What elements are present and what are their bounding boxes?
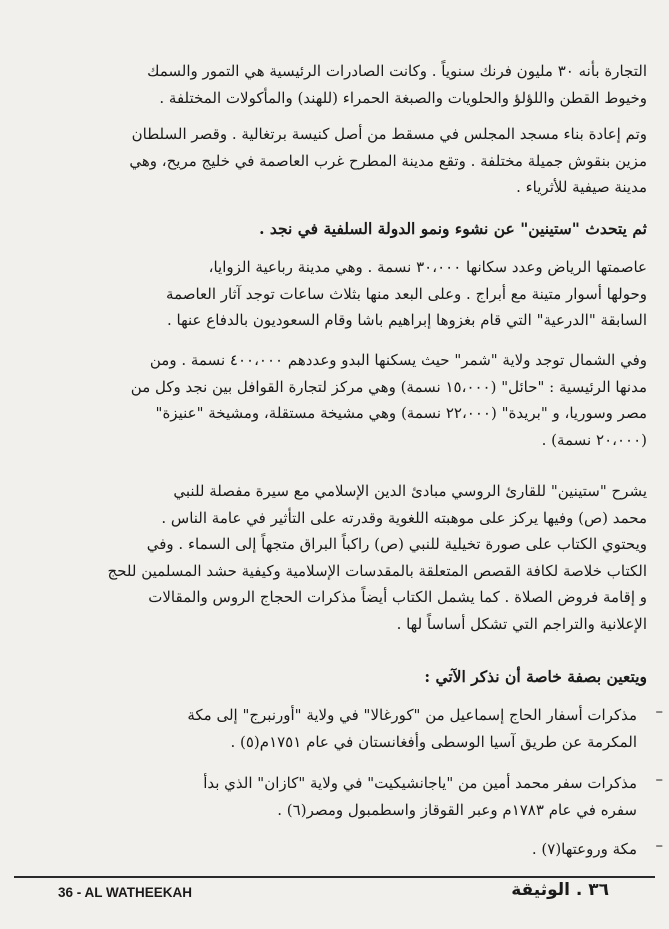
list-item: [47, 836, 663, 863]
list-item: [47, 770, 663, 823]
footer-page-label-latin: 36 - AL WATHEEKAH: [58, 885, 193, 900]
section-heading-najd: [27, 216, 647, 243]
paragraph-trade: [27, 58, 647, 111]
heading-text: ويتعين بصفة خاصة أن نذكر الآتي :: [424, 667, 647, 686]
paragraph-muscat: [27, 121, 647, 201]
paragraph-book-content: [27, 478, 647, 637]
list-dash: –: [655, 770, 663, 788]
text-line: مزين بنقوش جميلة مختلفة . وتقع مدينة المطرح غرب العاصمة في خليج مريح، وهي: [129, 151, 647, 170]
text-line: مدينة صيفية للأثرياء .: [516, 178, 647, 196]
list-dash: –: [655, 836, 663, 854]
text-line: وخيوط القطن واللؤلؤ والحلويات والصبغة الحمراء (للهند) والمأكولات المختلفة .: [159, 88, 647, 107]
text-line: الإعلانية والتراجم التي تشكل أساساً لها .: [396, 614, 647, 633]
text-line: مذكرات أسفار الحاج إسماعيل من "كورغالا" في ولاية "أورنبرج" إلى مكة: [187, 706, 637, 724]
text-line: و إقامة فروض الصلاة . كما يشمل الكتاب أيضاً مذكرات الحجاج الروس والمقالات: [148, 588, 647, 606]
list-dash: –: [655, 702, 663, 720]
text-line: مصر وسوريا، و "بريدة" (٢٢،٠٠٠ نسمة) وهي مشيخة مستقلة، ومشيخة "عنيزة": [155, 404, 647, 422]
footer-rule: [14, 876, 655, 878]
text-line: عاصمتها الرياض وعدد سكانها ٣٠،٠٠٠ نسمة . وهي مدينة رباعية الزوايا،: [208, 258, 647, 276]
section-heading-mentions: [27, 664, 647, 691]
text-line: الكتاب خلاصة لكافة القصص المتعلقة بالمقدسات الإسلامية وكيفية حشد المسلمين للحج: [107, 561, 647, 580]
text-line: مكة وروعتها(٧) .: [531, 840, 637, 858]
text-line: السابقة "الدرعية" التي قام بغزوها إبراهيم باشا وقام السعوديون بالدفاع عنها .: [166, 311, 647, 329]
text-line: وحولها أسوار متينة مع أبراج . وعلى البعد منها بثلاث ساعات توجد آثار العاصمة: [166, 284, 647, 303]
text-line: يشرح "ستينين" للقارئ الروسي مبادئ الدين الإسلامي مع سيرة مفصلة للنبي: [173, 482, 647, 500]
text-line: مدنها الرئيسية : "حائل" (١٥،٠٠٠ نسمة) وهي مركز لتجارة القوافل بين نجد وكل من: [130, 377, 647, 396]
paragraph-riyadh: [27, 254, 647, 334]
text-line: (٢٠،٠٠٠ نسمة) .: [541, 430, 647, 449]
list-item: [47, 702, 663, 755]
text-line: المكرمة عن طريق آسيا الوسطى وأفغانستان في عام ١٧٥١م(٥) .: [230, 732, 637, 751]
text-line: وفي الشمال توجد ولاية "شمر" حيث يسكنها البدو وعددهم ٤٠٠،٠٠٠ نسمة . ومن: [149, 351, 647, 369]
text-line: التجارة بأنه ٣٠ مليون فرنك سنوياً . وكانت الصادرات الرئيسية هي التمور والسمك: [147, 62, 647, 80]
text-line: وتم إعادة بناء مسجد المجلس في مسقط من أصل كنيسة برتغالية . وقصر السلطان: [131, 125, 647, 143]
text-line: مذكرات سفر محمد أمين من "ياجانشيكيت" في ولاية "كازان" الذي بدأ: [203, 774, 637, 792]
text-line: ويحتوي الكتاب على صورة تخيلية للنبي (ص) راكباً البراق متجهاً إلى السماء . وفي: [146, 535, 647, 553]
heading-text: ثم يتحدث "ستينين" عن نشوء ونمو الدولة السلفية في نجد .: [259, 219, 647, 238]
text-line: محمد (ص) وفيها يركز على موهبته اللغوية وقدرته على التأثير في عامة الناس .: [161, 508, 647, 527]
paragraph-shammar: [27, 347, 647, 453]
footer-page-label-arabic: ٣٦ . الوثيقة: [511, 880, 609, 900]
text-line: سفره في عام ١٧٨٣م وعبر القوقاز واسطمبول ومصر(٦) .: [277, 800, 637, 819]
